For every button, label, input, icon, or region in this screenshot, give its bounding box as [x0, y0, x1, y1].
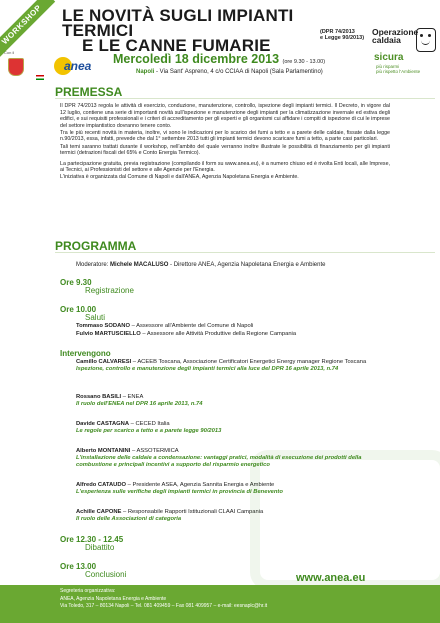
speaker-entry — [76, 421, 381, 435]
badge-line-2: caldaia — [372, 35, 401, 45]
speaker-role: – CECED Italia — [129, 421, 170, 427]
premessa-paragraph-3: Tali temi saranno trattati durante il workshop, nell'ambito del quale verranno inoltre illustrate le possibilità di finanziamento per gli impianti termici (detrazioni fiscali del 65% e Conto Energia Termico). — [60, 143, 390, 157]
website-link[interactable]: www.anea.eu — [296, 572, 366, 584]
moderator-role: - Direttore ANEA, Agenzia Napoletana Energia e Ambiente — [168, 262, 326, 268]
dpr-ref-line-1: (DPR 74/2013 — [320, 29, 355, 35]
premessa-paragraph-5: L'iniziativa è organizzata dal Comune di Napoli e dall'ANEA, Agenzia Napoletana Energia e Ambiente. — [60, 174, 299, 181]
speaker-role: – Responsabile Rapporti Istituzionali CLAAI Campania — [121, 509, 264, 515]
dpr-ref-line-2: e Legge 90/2013) — [320, 35, 365, 41]
comune-napoli-crest-icon — [8, 58, 24, 76]
programma-heading: PROGRAMMA — [55, 240, 435, 253]
anea-logo-text: anea — [64, 59, 92, 73]
premessa-paragraph-1: Il DPR 74/2013 regola le attività di esercizio, conduzione, manutenzione, controllo, ispezione degli impianti termici. Il Decreto, in vigore dal 12 luglio, contiene una serie di importanti novità sull'ispezione e manutenzione degli impianti per la climatizzazione invernale ed estiva degli edifici, e sui requisiti professionali e i criteri di accreditamento per gli esperti e gli organismi cui affidare i compiti di ispezione di cui le imprese del settore impiantistico dovranno tenere conto. — [60, 103, 390, 129]
slot-dibattito — [60, 536, 123, 552]
badge-tagline — [376, 64, 420, 74]
premessa-paragraph-2: Tra le più recenti novità in materia, inoltre, vi sono le indicazioni per lo scarico dei fumi a tetto e a parete delle caldaie, fissate dalla legge n.90/2013, essa, infatti, prevede che dal 1° settembre 2013 tutti gli impianti termici devono scaricare fumi a tetto, a parte casi particolari. — [60, 129, 390, 143]
speaker-name: Rossano BASILI — [76, 394, 122, 400]
speaker-name: Alfredo CATAUDO — [76, 482, 127, 488]
slot-conclusioni — [60, 563, 126, 579]
slot-title: Registrazione — [85, 286, 134, 295]
title-line-2: E LE CANNE FUMARIE — [82, 36, 271, 55]
speaker-name: Achille CAPONE — [76, 509, 122, 515]
badge-line-1: Operazione — [372, 27, 419, 37]
footer-line-3: Via Toledo, 317 – 80134 Napoli – Tel. 081 409459 – Fax 081 409957 – e-mail: eesnaplc@hr.it — [60, 603, 268, 609]
slot-title: Dibattito — [85, 543, 115, 552]
footer-line-1: Segreteria organizzativa: — [60, 588, 116, 594]
speaker-role: – ASSOTERMICA — [130, 448, 179, 454]
badge-line-5: più rispetto l'Ambiente — [376, 69, 421, 74]
badge-sicura: sicura — [374, 52, 404, 63]
footer-contact — [60, 588, 267, 611]
anea-logo — [54, 57, 94, 75]
speaker-topic: Ispezione, controllo e manutenzione degli impianti termici alla luce del DPR 16 aprile 2013, n.74 — [76, 366, 339, 372]
slot-title: Saluti — [85, 313, 106, 322]
operazione-caldaia-badge — [372, 24, 438, 84]
badge-title — [372, 28, 418, 44]
speaker-entry — [76, 359, 381, 373]
slot-registrazione — [60, 279, 134, 295]
interventi-label: Intervengono — [60, 349, 111, 358]
speaker-name: Davide CASTAGNA — [76, 421, 130, 427]
speaker-role: – Assessore alle Attività Produttive della Regione Campania — [140, 331, 297, 337]
speaker-role: – Presidente ASEA, Agenzia Sannita Energia e Ambiente — [126, 482, 275, 488]
speaker-name: Alberto MONTANINI — [76, 448, 131, 454]
slot-time: Ore 10.00 — [60, 305, 97, 314]
title-line-1: LE NOVITÀ SUGLI IMPIANTI TERMICI — [62, 6, 294, 40]
speaker-topic: Le regole per scarico a tetto e a parete legge 90/2013 — [76, 428, 222, 434]
premessa-heading: PREMESSA — [55, 86, 435, 99]
event-date — [113, 52, 325, 66]
speaker-topic: L'installazione delle caldaie a condensazione: vantaggi pratici, modalità di esecuzione dei prodotti della combustione e principali incentivi a supporto del risparmio energetico — [76, 455, 362, 468]
footer-line-2: ANEA, Agenzia Napoletana Energia e Ambiente — [60, 595, 167, 602]
caldaia-sicura-watermark — [250, 450, 440, 590]
premessa-paragraph-4: La partecipazione gratuita, previa registrazione (compilando il form su www.anea.eu), è a numero chiuso ed è rivolta Enti locali, alle Imprese, ai Tecnici, ai Professionisti del settore e alle Agenzie per l'Energia. — [60, 160, 390, 174]
speaker-role: – ENEA — [121, 394, 144, 400]
speaker-topic: Il ruolo delle Associazioni di categoria — [76, 516, 182, 522]
speaker-role: – Assessore all'Ambiente del Comune di Napoli — [130, 323, 254, 329]
page-title — [62, 6, 365, 55]
footer — [0, 585, 440, 623]
event-address: - Via Sant' Aspreno, 4 c/o CCIAA di Napoli (Sala Parlamentino) — [154, 69, 323, 75]
saluti-entry — [76, 323, 381, 330]
slot-time: Ore 9.30 — [60, 278, 92, 287]
speaker-name: Camillo CALVARESI — [76, 359, 132, 365]
workshop-ribbon: WORKSHOP — [0, 0, 55, 58]
event-place — [136, 69, 323, 75]
slot-time: Ore 12.30 - 12.45 — [60, 535, 124, 544]
speaker-role: – ACEEB Toscana, Associazione Certificatori Energetici Energy manager Regione Toscana — [131, 359, 367, 365]
speaker-name: Fulvio MARTUSCIELLO — [76, 331, 141, 337]
speaker-entry — [76, 394, 381, 408]
moderator-label: Moderatore: — [76, 262, 111, 268]
slot-saluti — [60, 306, 105, 322]
slot-title: Conclusioni — [85, 570, 127, 579]
crest-label: Con il — [4, 50, 15, 55]
badge-line-4: più risparmi — [376, 64, 400, 69]
saluti-entry — [76, 331, 381, 338]
smiling-boiler-icon — [416, 28, 436, 52]
moderator-name: Michele MACALUSO — [110, 262, 169, 268]
speaker-topic: Il ruolo dell'ENEA nel DPR 16 aprile 2013, n.74 — [76, 401, 203, 407]
dpr-reference — [320, 29, 364, 41]
italian-flag-icon — [36, 75, 44, 80]
event-city: Napoli — [136, 69, 155, 75]
speaker-name: Tommaso SODANO — [76, 323, 131, 329]
event-date-text: Mercoledì 18 dicembre 2013 — [113, 52, 280, 66]
speaker-topic: L'esperienza sulle verifiche degli impianti termici in provincia di Benevento — [76, 489, 283, 495]
event-time: (ore 9.30 - 13.00) — [282, 59, 326, 65]
premessa-body — [60, 103, 390, 182]
moderator — [76, 262, 325, 268]
slot-time: Ore 13.00 — [60, 562, 97, 571]
